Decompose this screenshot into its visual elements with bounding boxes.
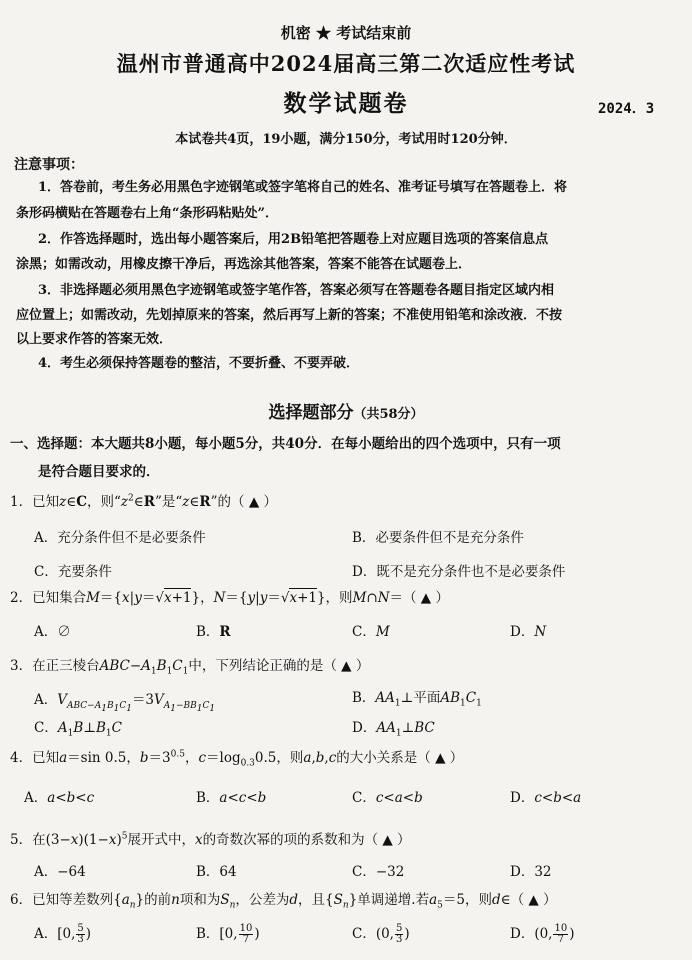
q3-option-c: C．$A_1B\perp B_1C$ [34,720,122,739]
q1-option-d: D．既不是充分条件也不是必要条件 [352,564,566,580]
q6-option-d: D．(0, $\frac{10}{7}$ ) [510,923,575,945]
q2-option-d: D．N [510,624,547,640]
q2-option-a: A．∅ [34,624,71,640]
subject-title: 数学试题卷 [283,90,409,117]
exam-date: 2024．3 [598,101,655,117]
q3-option-b: B．$AA_1\perp$平面$AB_1C_1$ [352,690,482,709]
note-line: 条形码横贴在答题卷右上角“条形码粘贴处”． [16,206,278,221]
q6-option-c: C．(0, $\frac{5}{3}$ ) [352,923,410,945]
section-subtitle: （共58分） [353,407,424,422]
note-line: 涂黑；如需改动，用橡皮擦干净后，再选涂其他答案，答案不能答在试题卷上． [16,257,472,272]
confidential-label: 机密 ★ 考试结束前 [280,24,412,42]
note-line: 2．作答选择题时，选出每小题答案后，用2B铅笔把答题卷上对应题目选项的答案信息点 [38,232,549,247]
q3-option-d: D．$AA_1\perp BC$ [352,720,435,739]
exam-summary: 本试卷共4页，19小题，满分150分，考试用时120分钟． [175,132,517,147]
q3-option-a: A．$V_{ABC-A_1B_1C_1}=3V_{A_1-BB_1C_1}$ [34,692,216,714]
q5-option-b: B．64 [196,864,237,880]
notes-heading: 注意事项： [14,157,84,173]
question-1: 1．已知z∈C，则“$z^2\in R$”是“z∈R”的（ ▲ ） [10,493,278,510]
q6-option-b: B．[0, $\frac{10}{7}$ ) [196,923,260,945]
q6-option-a: A．[0, $\frac{5}{3}$ ) [34,923,92,945]
q5-option-c: C．−32 [352,864,405,880]
question-3: 3．在正三棱台$ABC-A_1B_1C_1$中，下列结论正确的是（ ▲ ） [10,658,370,677]
question-6: 6．已知等差数列$\{a_n\}$的前n项和为$S_n$，公差为d，且$\{S_n\}$单调递增.若$a_5=5$，则d∈（ ▲ ） [10,892,557,911]
note-line: 以上要求作答的答案无效． [16,332,173,347]
q4-option-c: C．c<a<b [352,790,423,806]
note-line: 4．考生必须保持答题卷的整洁，不要折叠、不要弄破． [38,356,360,371]
question-2: 2．已知集合M＝{x|y＝√x+1}，N＝{y|y＝√x+1}，则M∩N＝（ ▲ ） [10,590,449,606]
question-4: 4．已知a＝sin 0.5，$b=3^{0.5}$，$c=\log_{0.3}0.5$，则a,b,c的大小关系是（ ▲ ） [10,749,464,769]
question-5: 5．在$(3-x)(1-x)^5$展开式中，x的奇数次幂的项的系数和为（ ▲ ） [10,831,411,848]
q2-option-b: B．R [196,624,231,640]
section-title [0,398,692,423]
section-title-text: 选择题部分 [268,403,354,423]
q4-option-b: B．a<c<b [196,790,267,806]
q2-option-c: C．M [352,624,390,640]
note-line: 3．非选择题必须用黑色字迹钢笔或签字笔作答，答案必须写在答题卷各题目指定区域内相 [38,283,555,298]
q1-option-b: B．必要条件但不是充分条件 [352,530,524,546]
section-intro: 是符合题目要求的． [38,464,160,480]
q1-option-a: A．充分条件但不是必要条件 [34,530,206,546]
q4-option-d: D．c<b<a [510,790,582,806]
q4-option-a: A．a<b<c [24,790,95,806]
exam-title: 温州市普通高中2024届高三第二次适应性考试 [116,51,576,76]
q1-option-c: C．充要条件 [34,564,112,580]
note-line: 1．答卷前，考生务必用黑色字迹钢笔或签字笔将自己的姓名、准考证号填写在答题卷上．将 [38,180,568,195]
q5-option-a: A．−64 [34,864,86,880]
section-intro: 一、选择题：本大题共8小题，每小题5分，共40分．在每小题给出的四个选项中，只有一项 [10,436,561,452]
note-line: 应位置上；如需改动，先划掉原来的答案，然后再写上新的答案；不准使用铅笔和涂改液．不按 [16,308,563,323]
q5-option-d: D．32 [510,864,552,880]
